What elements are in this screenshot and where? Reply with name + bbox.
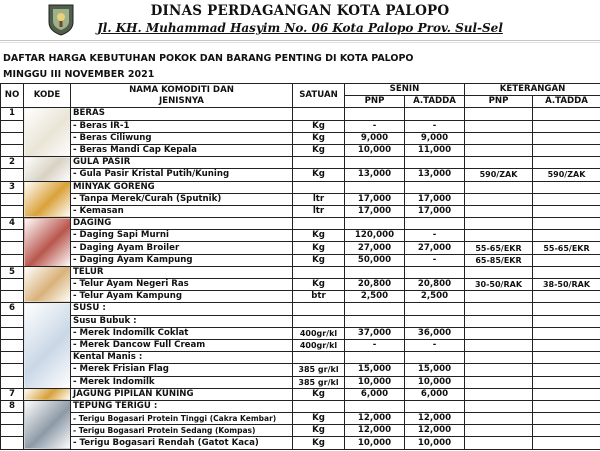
- note-atadda: 38-50/RAK: [533, 279, 600, 291]
- row-number: [1, 352, 24, 364]
- note-atadda: [533, 400, 600, 412]
- note-atadda: [533, 205, 600, 217]
- header-divider-secondary: [0, 42, 600, 43]
- note-atadda: [533, 315, 600, 327]
- note-atadda: [533, 425, 600, 437]
- agency-name: DINAS PERDAGANGAN KOTA PALOPO: [150, 3, 450, 19]
- eggs-photo: [24, 266, 71, 303]
- note-pnp: [465, 413, 533, 425]
- price-pnp: [345, 218, 405, 230]
- price-atadda: 9,000: [405, 132, 465, 144]
- unit: Kg: [293, 132, 345, 144]
- unit: [293, 303, 345, 315]
- price-atadda: -: [405, 230, 465, 242]
- commodity-name: - Beras Ciliwung: [71, 132, 293, 144]
- row-number: [1, 144, 24, 156]
- row-number: 5: [1, 266, 24, 278]
- price-pnp: 10,000: [345, 376, 405, 388]
- price-table-body: [1, 108, 600, 449]
- price-atadda: 27,000: [405, 242, 465, 254]
- row-number: [1, 242, 24, 254]
- row-number: 1: [1, 108, 24, 120]
- row-number: [1, 193, 24, 205]
- note-pnp: [465, 193, 533, 205]
- price-atadda: -: [405, 339, 465, 351]
- report-title: [3, 51, 414, 83]
- price-pnp: [345, 400, 405, 412]
- row-number: 7: [1, 388, 24, 400]
- note-atadda: [533, 339, 600, 351]
- unit: 400gr/kl: [293, 339, 345, 351]
- price-atadda: 36,000: [405, 327, 465, 339]
- unit: Kg: [293, 120, 345, 132]
- price-atadda: 11,000: [405, 144, 465, 156]
- note-atadda: [533, 132, 600, 144]
- row-number: [1, 327, 24, 339]
- price-pnp: 12,000: [345, 425, 405, 437]
- col-header-kode: KODE: [24, 84, 71, 108]
- commodity-name: GULA PASIR: [71, 157, 293, 169]
- table-row: [1, 169, 600, 181]
- row-number: 3: [1, 181, 24, 193]
- note-pnp: [465, 120, 533, 132]
- table-row: [1, 339, 600, 351]
- note-pnp: [465, 144, 533, 156]
- note-pnp: 590/ZAK: [465, 169, 533, 181]
- note-pnp: [465, 315, 533, 327]
- col-header-satuan: SATUAN: [293, 84, 345, 108]
- commodity-name: - Merek Dancow Full Cream: [71, 339, 293, 351]
- price-atadda: [405, 400, 465, 412]
- note-pnp: [465, 205, 533, 217]
- note-atadda: [533, 376, 600, 388]
- price-atadda: 10,000: [405, 376, 465, 388]
- unit: [293, 218, 345, 230]
- price-atadda: [405, 218, 465, 230]
- table-row: [1, 230, 600, 242]
- commodity-name: TELUR: [71, 266, 293, 278]
- note-pnp: [465, 388, 533, 400]
- note-pnp: [465, 218, 533, 230]
- row-number: [1, 437, 24, 449]
- row-number: [1, 413, 24, 425]
- price-pnp: [345, 303, 405, 315]
- note-pnp: 30-50/RAK: [465, 279, 533, 291]
- commodity-name: - Tanpa Merek/Curah (Sputnik): [71, 193, 293, 205]
- price-pnp: [345, 108, 405, 120]
- row-number: [1, 425, 24, 437]
- table-header-row-1: [1, 84, 600, 96]
- flour-photo: [24, 400, 71, 449]
- report-title-main: DAFTAR HARGA KEBUTUHAN POKOK DAN BARANG PENTING DI KOTA PALOPO: [3, 53, 414, 64]
- table-row: [1, 218, 600, 230]
- note-pnp: [465, 352, 533, 364]
- price-atadda: [405, 315, 465, 327]
- note-atadda: [533, 352, 600, 364]
- note-atadda: [533, 181, 600, 193]
- table-row: [1, 327, 600, 339]
- unit: ltr: [293, 193, 345, 205]
- col-header-ket-atadda: A.TADDA: [533, 96, 600, 108]
- note-atadda: [533, 218, 600, 230]
- commodity-name: - Terigu Bogasari Protein Sedang (Kompas): [71, 425, 293, 437]
- col-header-komoditi-line2: JENISNYA: [159, 95, 204, 106]
- note-pnp: 65-85/EKR: [465, 254, 533, 266]
- commodity-name: - Merek Indomilk: [71, 376, 293, 388]
- table-row: [1, 413, 600, 425]
- note-atadda: 590/ZAK: [533, 169, 600, 181]
- unit: Kg: [293, 425, 345, 437]
- commodity-name: - Terigu Bogasari Rendah (Gatot Kaca): [71, 437, 293, 449]
- rice-photo: [24, 108, 71, 157]
- col-header-senin-atadda: A.TADDA: [405, 96, 465, 108]
- unit: 385 gr/kl: [293, 364, 345, 376]
- price-pnp: 17,000: [345, 205, 405, 217]
- note-atadda: [533, 266, 600, 278]
- col-header-no: NO: [1, 84, 24, 108]
- row-number: [1, 291, 24, 303]
- table-row: [1, 425, 600, 437]
- commodity-name: SUSU :: [71, 303, 293, 315]
- table-row: [1, 144, 600, 156]
- table-row: [1, 400, 600, 412]
- price-pnp: 27,000: [345, 242, 405, 254]
- price-pnp: [345, 266, 405, 278]
- unit: [293, 266, 345, 278]
- table-row: [1, 303, 600, 315]
- note-pnp: [465, 400, 533, 412]
- price-atadda: -: [405, 120, 465, 132]
- unit: [293, 181, 345, 193]
- unit: btr: [293, 291, 345, 303]
- price-atadda: [405, 157, 465, 169]
- price-pnp: -: [345, 339, 405, 351]
- price-pnp: [345, 352, 405, 364]
- unit: [293, 108, 345, 120]
- commodity-name: - Terigu Bogasari Protein Tinggi (Cakra Kembar): [71, 413, 293, 425]
- price-atadda: [405, 303, 465, 315]
- unit: [293, 400, 345, 412]
- row-number: 4: [1, 218, 24, 230]
- unit: Kg: [293, 437, 345, 449]
- note-pnp: [465, 108, 533, 120]
- price-pnp: 9,000: [345, 132, 405, 144]
- row-number: [1, 254, 24, 266]
- cooking-oil-photo: [24, 181, 71, 218]
- row-number: 8: [1, 400, 24, 412]
- price-pnp: 10,000: [345, 437, 405, 449]
- commodity-name: - Beras IR-1: [71, 120, 293, 132]
- table-row: [1, 291, 600, 303]
- commodity-name: - Daging Ayam Kampung: [71, 254, 293, 266]
- price-pnp: 120,000: [345, 230, 405, 242]
- note-atadda: [533, 388, 600, 400]
- commodity-name: - Daging Ayam Broiler: [71, 242, 293, 254]
- table-row: [1, 279, 600, 291]
- row-number: [1, 376, 24, 388]
- price-pnp: 10,000: [345, 144, 405, 156]
- price-atadda: [405, 352, 465, 364]
- row-number: [1, 132, 24, 144]
- row-number: 2: [1, 157, 24, 169]
- commodity-name: TEPUNG TERIGU :: [71, 400, 293, 412]
- price-atadda: 12,000: [405, 413, 465, 425]
- col-header-ket-pnp: PNP: [465, 96, 533, 108]
- unit: Kg: [293, 144, 345, 156]
- note-pnp: [465, 339, 533, 351]
- table-row: [1, 120, 600, 132]
- note-pnp: [465, 266, 533, 278]
- note-pnp: [465, 132, 533, 144]
- commodity-name: Kental Manis :: [71, 352, 293, 364]
- note-atadda: [533, 303, 600, 315]
- note-atadda: [533, 193, 600, 205]
- commodity-name: BERAS: [71, 108, 293, 120]
- table-row: [1, 205, 600, 217]
- price-pnp: [345, 315, 405, 327]
- col-header-keterangan: KETERANGAN: [465, 84, 600, 96]
- sugar-photo: [24, 157, 71, 181]
- unit: [293, 157, 345, 169]
- unit: Kg: [293, 242, 345, 254]
- commodity-name: MINYAK GORENG: [71, 181, 293, 193]
- table-row: [1, 388, 600, 400]
- row-number: [1, 230, 24, 242]
- price-pnp: 50,000: [345, 254, 405, 266]
- table-row: [1, 108, 600, 120]
- note-atadda: [533, 291, 600, 303]
- note-atadda: [533, 120, 600, 132]
- commodity-name: - Merek Indomilk Coklat: [71, 327, 293, 339]
- note-atadda: [533, 157, 600, 169]
- unit: Kg: [293, 169, 345, 181]
- price-atadda: 13,000: [405, 169, 465, 181]
- price-pnp: 20,800: [345, 279, 405, 291]
- col-header-komoditi-line1: NAMA KOMODITI DAN: [129, 84, 234, 95]
- price-pnp: 12,000: [345, 413, 405, 425]
- commodity-name: - Merek Frisian Flag: [71, 364, 293, 376]
- note-pnp: [465, 425, 533, 437]
- note-atadda: [533, 254, 600, 266]
- commodity-name: Susu Bubuk :: [71, 315, 293, 327]
- table-row: [1, 132, 600, 144]
- price-atadda: 17,000: [405, 205, 465, 217]
- price-atadda: [405, 181, 465, 193]
- row-number: [1, 169, 24, 181]
- note-atadda: [533, 364, 600, 376]
- unit: Kg: [293, 413, 345, 425]
- price-atadda: 17,000: [405, 193, 465, 205]
- commodity-name: - Telur Ayam Kampung: [71, 291, 293, 303]
- meat-photo: [24, 218, 71, 267]
- table-row: [1, 157, 600, 169]
- price-atadda: 2,500: [405, 291, 465, 303]
- note-pnp: [465, 230, 533, 242]
- commodity-name: - Daging Sapi Murni: [71, 230, 293, 242]
- unit: ltr: [293, 205, 345, 217]
- commodity-name: - Beras Mandi Cap Kepala: [71, 144, 293, 156]
- table-row: [1, 437, 600, 449]
- table-row: [1, 181, 600, 193]
- note-atadda: [533, 437, 600, 449]
- commodity-name: - Telur Ayam Negeri Ras: [71, 279, 293, 291]
- price-atadda: [405, 266, 465, 278]
- note-pnp: [465, 157, 533, 169]
- col-header-senin: SENIN: [345, 84, 465, 96]
- col-header-senin-pnp: PNP: [345, 96, 405, 108]
- note-pnp: [465, 327, 533, 339]
- table-row: [1, 376, 600, 388]
- price-atadda: [405, 108, 465, 120]
- row-number: [1, 120, 24, 132]
- note-atadda: [533, 108, 600, 120]
- unit: [293, 352, 345, 364]
- commodity-name: DAGING: [71, 218, 293, 230]
- note-atadda: [533, 413, 600, 425]
- unit: Kg: [293, 279, 345, 291]
- milk-photo: [24, 303, 71, 388]
- table-row: [1, 193, 600, 205]
- price-atadda: 6,000: [405, 388, 465, 400]
- note-pnp: [465, 437, 533, 449]
- commodity-name: JAGUNG PIPILAN KUNING: [71, 388, 293, 400]
- col-header-komoditi: [71, 84, 293, 108]
- table-row: [1, 352, 600, 364]
- note-atadda: [533, 327, 600, 339]
- commodity-name: - Gula Pasir Kristal Putih/Kuning: [71, 169, 293, 181]
- table-row: [1, 266, 600, 278]
- note-pnp: [465, 364, 533, 376]
- note-pnp: [465, 303, 533, 315]
- price-pnp: 37,000: [345, 327, 405, 339]
- commodity-name: - Kemasan: [71, 205, 293, 217]
- price-pnp: 2,500: [345, 291, 405, 303]
- unit: 400gr/kl: [293, 327, 345, 339]
- price-pnp: -: [345, 120, 405, 132]
- price-pnp: 6,000: [345, 388, 405, 400]
- row-number: 6: [1, 303, 24, 315]
- price-atadda: 10,000: [405, 437, 465, 449]
- row-number: [1, 315, 24, 327]
- row-number: [1, 339, 24, 351]
- unit: Kg: [293, 254, 345, 266]
- note-pnp: [465, 291, 533, 303]
- price-atadda: 20,800: [405, 279, 465, 291]
- header-divider: [0, 40, 600, 41]
- unit: 385 gr/kl: [293, 376, 345, 388]
- note-pnp: [465, 376, 533, 388]
- unit: Kg: [293, 388, 345, 400]
- price-atadda: 12,000: [405, 425, 465, 437]
- row-number: [1, 205, 24, 217]
- price-atadda: 15,000: [405, 364, 465, 376]
- price-pnp: [345, 157, 405, 169]
- note-pnp: 55-65/EKR: [465, 242, 533, 254]
- note-atadda: [533, 144, 600, 156]
- unit: Kg: [293, 230, 345, 242]
- price-atadda: -: [405, 254, 465, 266]
- table-row: [1, 364, 600, 376]
- table-row: [1, 315, 600, 327]
- row-number: [1, 364, 24, 376]
- note-atadda: 55-65/EKR: [533, 242, 600, 254]
- table-row: [1, 254, 600, 266]
- price-pnp: 15,000: [345, 364, 405, 376]
- price-pnp: 13,000: [345, 169, 405, 181]
- table-row: [1, 242, 600, 254]
- agency-address: Jl. KH. Muhammad Hasyim No. 06 Kota Palopo Prov. Sul-Sel: [97, 21, 503, 35]
- note-atadda: [533, 230, 600, 242]
- row-number: [1, 279, 24, 291]
- note-pnp: [465, 181, 533, 193]
- price-pnp: 17,000: [345, 193, 405, 205]
- report-week: MINGGU III NOVEMBER 2021: [3, 69, 155, 80]
- price-pnp: [345, 181, 405, 193]
- unit: [293, 315, 345, 327]
- corn-photo: [24, 388, 71, 400]
- price-table: [0, 83, 600, 450]
